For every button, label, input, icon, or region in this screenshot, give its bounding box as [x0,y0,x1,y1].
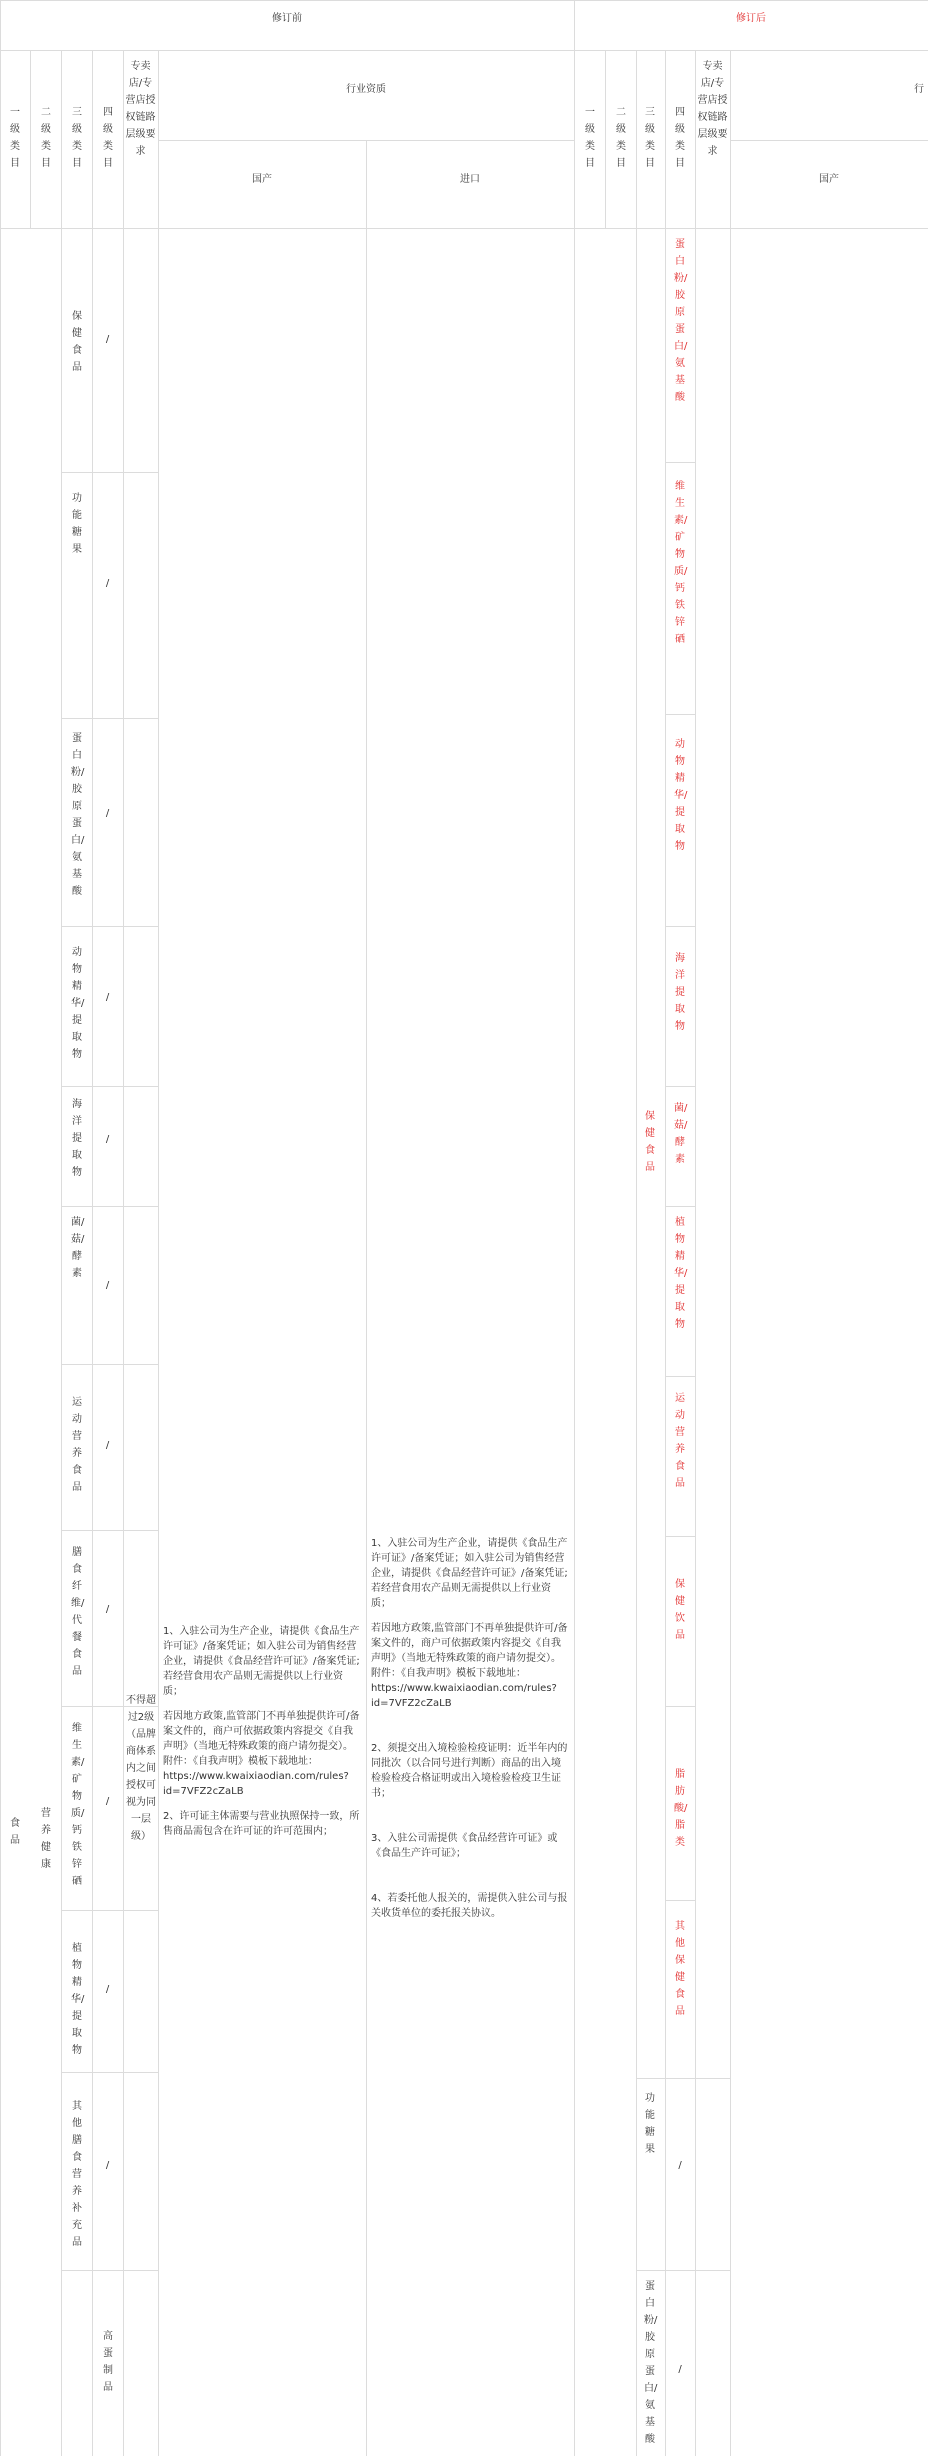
left-extra-cat4: 高蛋制品 [103,2331,113,2393]
left-cat4-5: / [105,1280,110,1291]
left-imported-p3: 2、须提交出入境检验检疫证明：近半年内的同批次（以合同号进行判断）商品的出入境检验检疫合格证明或出入境检验检疫卫生证书； [371,1743,568,1799]
header-store-req: 专卖店/专营店授权链路层级要求 [125,61,156,157]
left-cat4-6: / [105,1440,110,1451]
left-imported-p4: 3、入驻公司需提供《食品经营许可证》或《食品生产许可证》； [371,1833,558,1859]
header-cat1: 一级类目 [10,107,20,169]
left-cat3-0: 保健食品 [72,311,82,373]
left-domestic-p2: 若因地方政策,监管部门不再单独提供许可/备案文件的，商户可依据政策内容提交《自我声明》（当地无特殊政策的商户请勿提交）。附件：《自我声明》模板下载地址：https://www.kwaixiaodian.com/rules?id=7VFZ2cZaLB [163,1711,360,1797]
left-cat3-1: 功能糖果 [72,493,82,555]
right-slash-b: / [678,2160,682,2171]
right-cat4-2: 动物精华/提取物 [674,739,688,852]
left-cat3-6: 运动营养食品 [72,1397,82,1493]
left-cat4-1: / [105,578,110,589]
left-cat2: 营养健康 [41,1808,51,1870]
left-imported-text [371,1536,569,1921]
left-imported-p2: 若因地方政策,监管部门不再单独提供许可/备案文件的，商户可依据政策内容提交《自我声明》（当地无特殊政策的商户请勿提交）。附件：《自我声明》模板下载地址：https://www.kwaixiaodian.com/rules?id=7VFZ2cZaLB [371,1623,568,1709]
header-before: 修订前 [272,13,302,24]
header-industry: 行业资质 [346,84,386,95]
left-cat4-8: / [105,1796,110,1807]
right-cat4-0: 蛋白粉/胶原蛋白/氨基酸 [674,239,688,403]
left-domestic-p3: 2、许可证主体需要与营业执照保持一致，所售商品需包含在许可证的许可范围内； [163,1811,360,1837]
left-cat3-4: 海洋提取物 [72,1099,82,1178]
header-domestic: 国产 [252,174,272,185]
header-imported: 进口 [460,174,480,185]
right-cat4-8: 脂肪酸/脂类 [674,1769,688,1848]
right-cat4-7: 保健饮品 [675,1579,685,1641]
left-cat4-2: / [105,808,110,819]
header-domestic-after: 国产 [819,174,839,185]
header-cat1-after: 一级类目 [585,107,595,169]
left-domestic-text [163,1624,361,1839]
left-cat4-10: / [105,2160,110,2171]
right-cat3-b: 功能糖果 [645,2093,655,2155]
header-store-req-after: 专卖店/专营店授权链路层级要求 [697,61,728,157]
header-cat3-after: 三级类目 [645,107,655,169]
right-slash-c: / [678,2364,682,2375]
right-cat4-5: 植物精华/提取物 [674,1217,688,1330]
left-cat4-7: / [105,1604,110,1615]
left-imported-p1: 1、入驻公司为生产企业，请提供《食品生产许可证》/备案凭证；如入驻公司为销售经营企业，请提供《食品经营许可证》/备案凭证;若经营食用农产品则无需提供以上行业资质； [371,1538,568,1609]
header-cat3: 三级类目 [72,107,82,169]
left-imported-p5: 4、若委托他人报关的，需提供入驻公司与报关收货单位的委托报关协议。 [371,1893,568,1919]
left-cat3-8: 维生素/矿物质/钙铁锌硒 [71,1723,85,1887]
left-cat3-7: 膳食纤维/代餐食品 [71,1547,85,1677]
right-cat4-1: 维生素/矿物质/钙铁锌硒 [674,481,688,645]
left-domestic-p1: 1、入驻公司为生产企业，请提供《食品生产许可证》/备案凭证；如入驻公司为销售经营企业，请提供《食品经营许可证》/备案凭证;若经营食用农产品则无需提供以上行业资质； [163,1626,360,1697]
left-cat4-0: / [105,334,110,345]
right-cat4-9: 其他保健食品 [675,1921,685,2017]
left-cat4-3: / [105,992,110,1003]
left-cat4-4: / [105,1134,110,1145]
right-cat4-4: 菌/菇/酵素 [674,1103,688,1165]
right-cat3: 保健食品 [645,1111,655,1173]
header-cat4: 四级类目 [103,107,113,169]
right-cat4-3: 海洋提取物 [675,953,685,1032]
left-store-req: 不得超过2级（品牌商体系内之间授权可视为同一层级） [126,1695,156,1842]
header-cat4-after: 四级类目 [675,107,685,169]
left-cat1: 食品 [10,1818,20,1846]
left-cat4-9: / [105,1984,110,1995]
left-cat3-2: 蛋白粉/胶原蛋白/氨基酸 [71,733,85,897]
left-cat3-9: 植物精华/提取物 [71,1943,85,2056]
header-cat2-after: 二级类目 [616,107,626,169]
left-cat3-10: 其他膳食营养补充品 [72,2101,82,2248]
left-cat3-5: 菌/菇/酵素 [71,1217,85,1279]
right-cat4-6: 运动营养食品 [675,1393,685,1489]
header-industry-cut: 行 [914,84,924,95]
left-cat3-3: 动物精华/提取物 [71,947,85,1060]
header-after: 修订后 [736,13,766,24]
right-cat3-c: 蛋白粉/胶原蛋白/氨基酸 [644,2281,658,2445]
header-cat2: 二级类目 [41,107,51,169]
